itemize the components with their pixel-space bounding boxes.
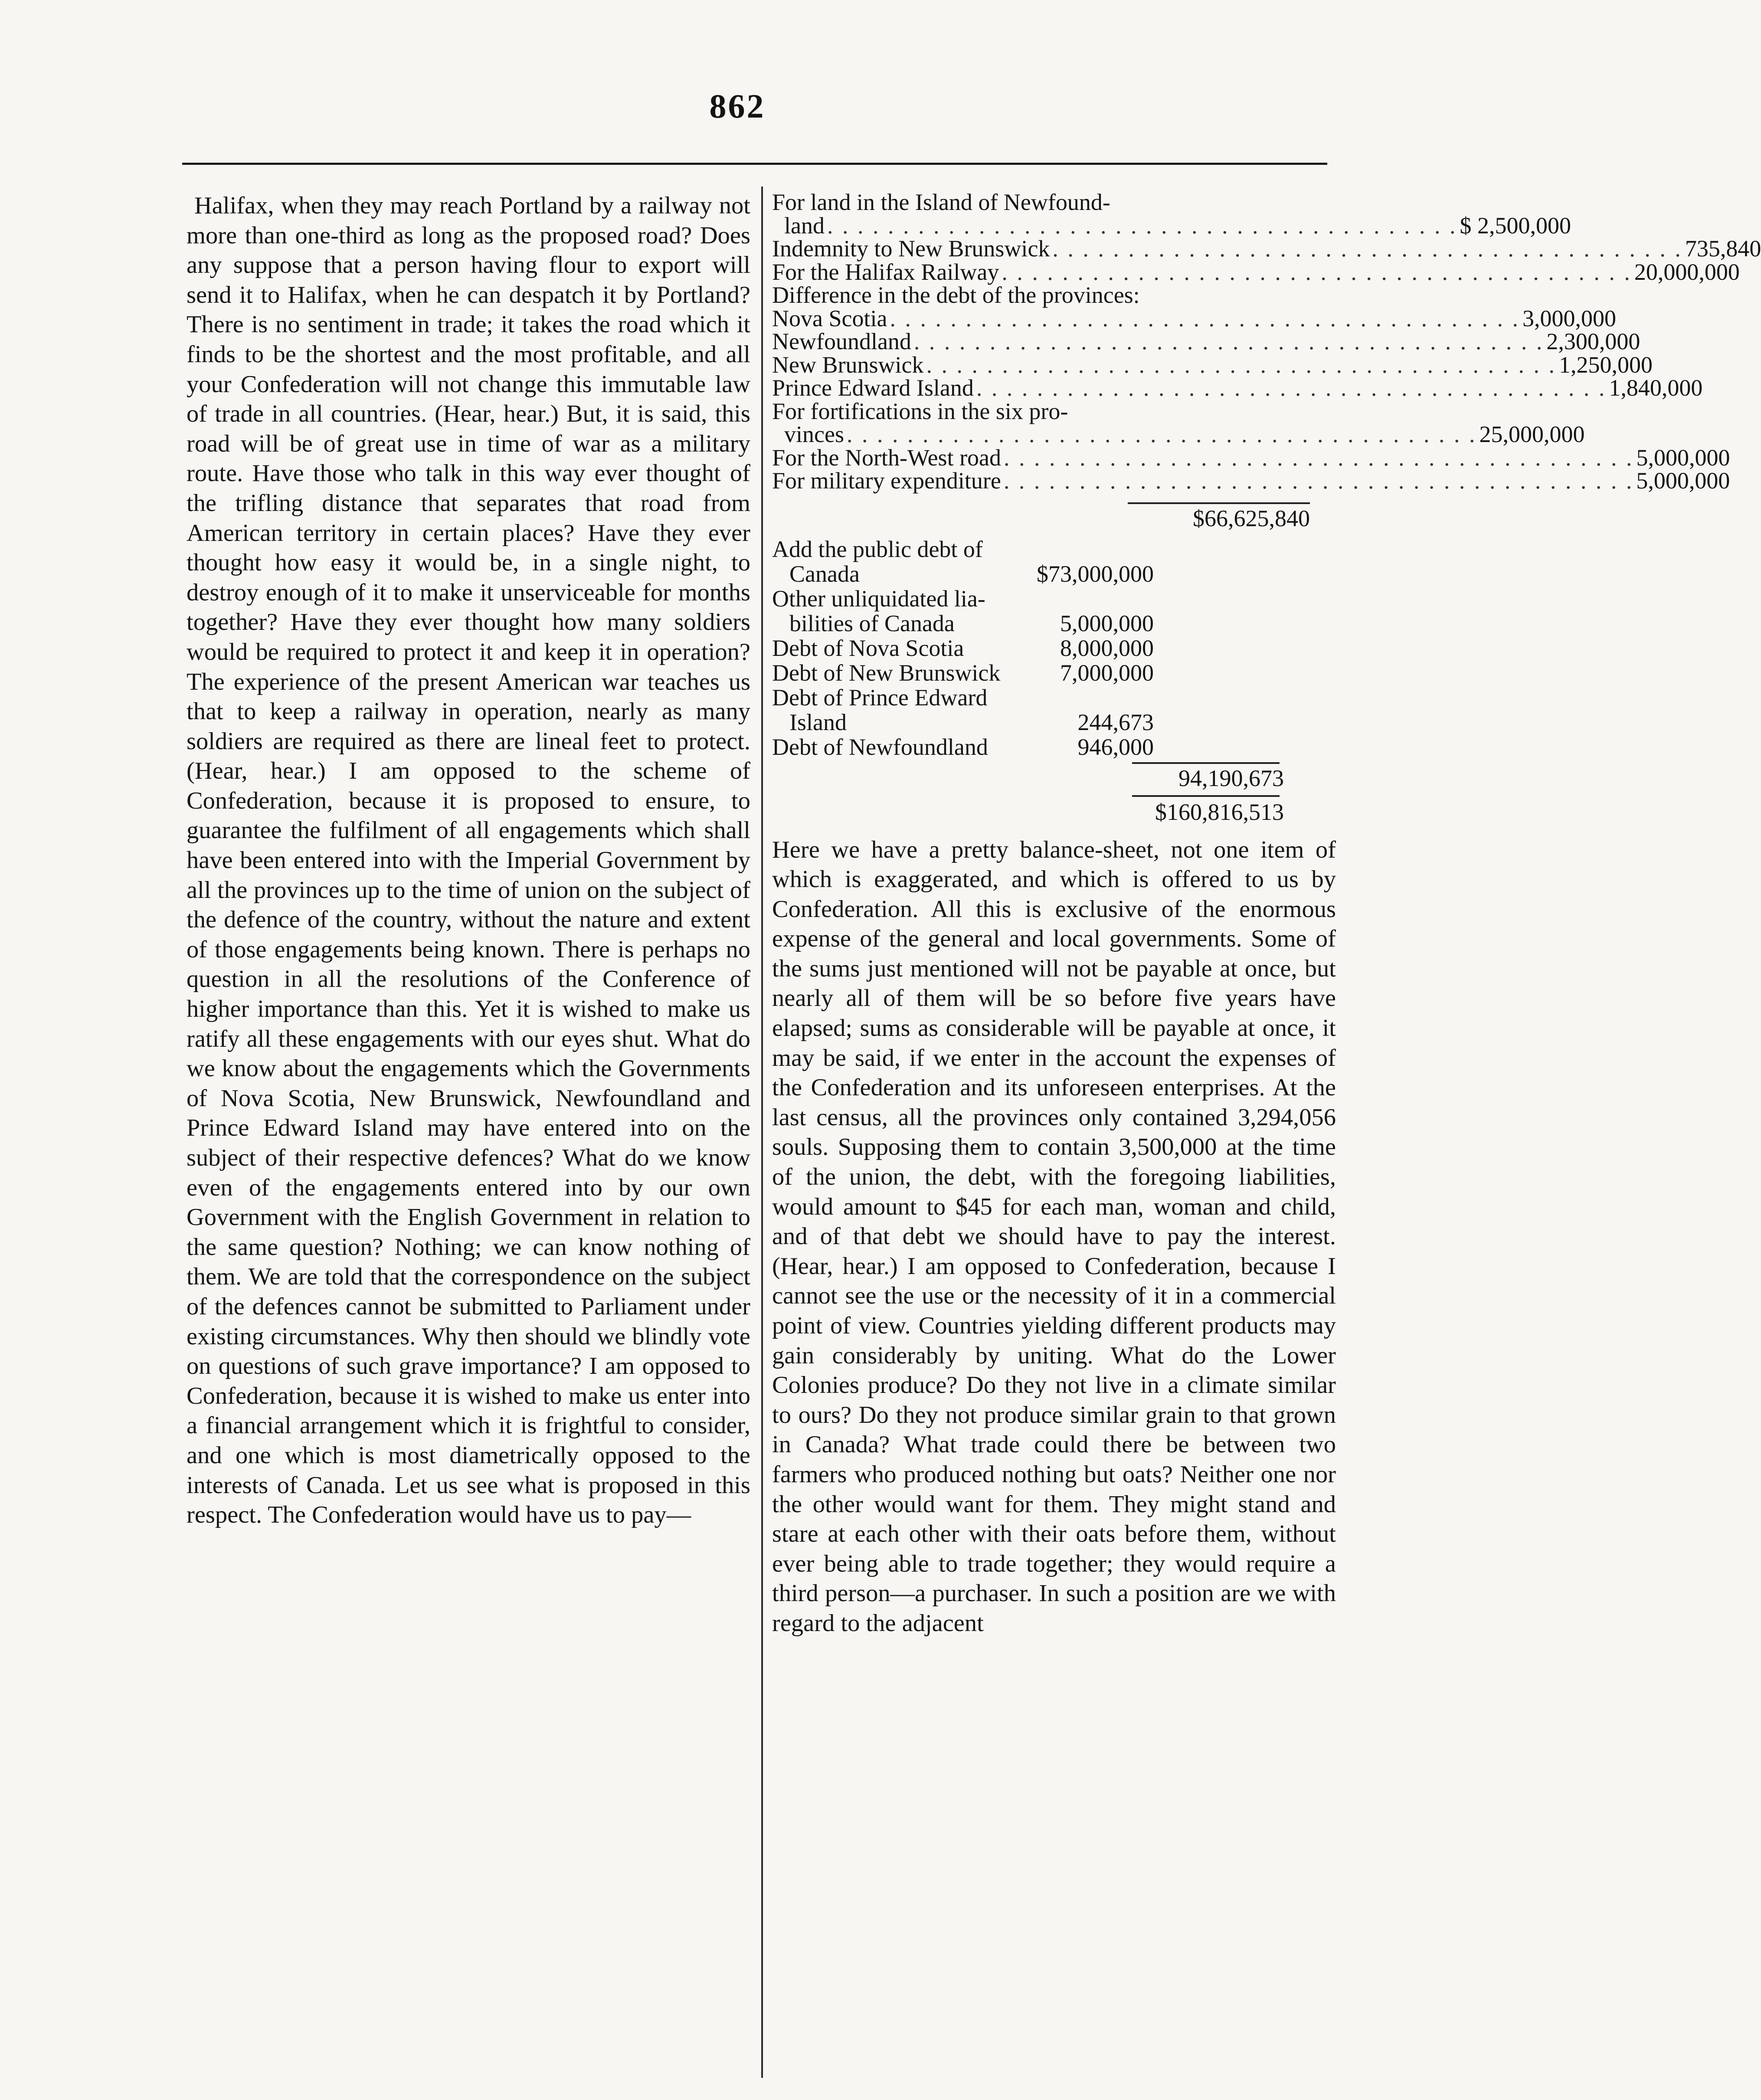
expenditure-amount: 1,840,000 bbox=[1609, 375, 1703, 401]
expenditure-label: Prince Edward Island bbox=[772, 375, 974, 401]
right-column bbox=[772, 189, 1761, 1638]
debt-label: Debt of Nova Scotia bbox=[772, 635, 964, 661]
expenditure-amount: 20,000,000 bbox=[1634, 259, 1740, 285]
expenditure-label: New Brunswick bbox=[772, 351, 924, 378]
expenditure-row bbox=[772, 375, 1703, 401]
expenditure-label: Nova Scotia bbox=[772, 305, 887, 331]
expenditure-row bbox=[772, 351, 1653, 378]
expenditure-row bbox=[772, 305, 1616, 331]
debt-row bbox=[772, 710, 1310, 735]
expenditure-amount: 5,000,000 bbox=[1636, 444, 1730, 471]
debt-amount: $73,000,000 bbox=[1037, 560, 1154, 587]
debts-total: 94,190,673 bbox=[1178, 765, 1284, 791]
expenditure-amount: 25,000,000 bbox=[1479, 421, 1585, 447]
leader-dots: . . . . . . . . . . . . . . . . . . . . . . . . . . . . . . . . . . . . . . . . . . bbox=[1003, 468, 1634, 494]
expenditure-amount: 735,840 bbox=[1685, 236, 1761, 262]
expenditure-label: For land in the Island of Newfound- bbox=[772, 189, 1110, 215]
top-rule bbox=[182, 163, 1327, 165]
expenditure-amount: $ 2,500,000 bbox=[1460, 212, 1571, 239]
expenditure-row bbox=[772, 328, 1640, 354]
debt-amount: 8,000,000 bbox=[1060, 635, 1154, 661]
column-divider bbox=[761, 187, 763, 2078]
debt-label: Other unliquidated lia- bbox=[772, 585, 985, 612]
expenditure-amount: 1,250,000 bbox=[1558, 351, 1653, 378]
expenditure-label: For military expenditure bbox=[772, 468, 1001, 494]
expenditure-row bbox=[772, 191, 1310, 214]
leader-dots: . . . . . . . . . . . . . . . . . . . . . . . . . . . . . . . . . . . . . . . . . . bbox=[890, 305, 1520, 331]
debt-label: Debt of Newfoundland bbox=[772, 734, 988, 760]
expenditure-row bbox=[772, 400, 1310, 423]
expenditure-label: Newfoundland bbox=[772, 328, 911, 354]
debts-heading-label: Add the public debt of bbox=[772, 536, 983, 562]
expenditure-label: For the Halifax Railway bbox=[772, 259, 999, 285]
expenditure-row bbox=[772, 468, 1730, 494]
expenditure-amount: 2,300,000 bbox=[1546, 328, 1640, 354]
debt-amount: 7,000,000 bbox=[1060, 659, 1154, 686]
expenditure-total: $66,625,840 bbox=[1193, 505, 1310, 531]
leader-dots: . . . . . . . . . . . . . . . . . . . . . . . . . . . . . . . . . . . . . . . . . . bbox=[913, 328, 1544, 354]
debts-heading bbox=[772, 537, 1310, 562]
debts-table bbox=[772, 537, 1310, 827]
expenditure-row bbox=[772, 236, 1761, 262]
debt-row bbox=[772, 636, 1310, 661]
leader-dots: . . . . . . . . . . . . . . . . . . . . . . . . . . . . . . . . . . . . . . . . . . bbox=[976, 375, 1607, 401]
right-column-text: Here we have a pretty balance-sheet, not one item of which is exaggerated, and which is offered to us by Confederation. All this is exclusive of the enormous expense of the general and local governments. Some of the sums just mentioned will not be payable at once, but nearly all of them will be so before five years have elapsed; sums as considerable will be payable at once, it may be said, if we enter in the account the expenses of the Confederation and its unforeseen enterprises. At the last census, all the provinces only contained 3,294,056 souls. Supposing them to contain 3,500,000 at the time of the union, the debt, with the foregoing liabilities, would amount to $45 for each man, woman and child, and of that debt we should have to pay the interest. (Hear, hear.) I am opposed to Confederation, because I cannot see the use or the necessity of it in a commercial point of view. Countries yielding different products may gain considerably by uniting. What do the Lower Colonies produce? Do they not live in a climate similar to ours? Do they not produce similar grain to that grown in Canada? What trade could there be between two farmers who produced nothing but oats? Neither one nor the other would want for them. They might stand and stare at each other with their oats before them, without ever being able to trade together; they would require a third person—a purchaser. In such a position are we with regard to the adjacent bbox=[772, 836, 1336, 1637]
left-column-text: Halifax, when they may reach Portland by a railway not more than one-third as long as the proposed road? Does any suppose that a person having flour to export will send it to Halifax, when he can despatch it by Portland? There is no sentiment in trade; it takes the road which it finds to be the shortest and the most profitable, and all your Confederation will not change this immutable law of trade in all countries. (Hear, hear.) But, it is said, this road will be of great use in time of war as a military route. Have those who talk in this way ever thought of the trifling distance that separates that road from American territory in certain places? Have they ever thought how easy it would be, in a single night, to destroy enough of it to make it unserviceable for months together? Have they ever thought how many soldiers would be required to protect it and keep it in operation? The experience of the present American war teaches us that to keep a railway in operation, nearly as many soldiers are required as there are lineal feet to protect. (Hear, hear.) I am opposed to the scheme of Confederation, because it is proposed to ensure, to guarantee the fulfilment of all engagements which shall have been entered into with the Imperial Government by all the provinces up to the time of union on the subject of the defence of the country, without the nature and extent of those engagements being known. There is perhaps no question in all the resolutions of the Conference of higher importance than this. Yet it is wished to make us ratify all these engagements with our eyes shut. What do we know about the engagements which the Governments of Nova Scotia, New Brunswick, Newfoundland and Prince Edward Island may have entered into on the subject of their respective defences? What do we know even of the engagements entered into by our own Government with the English Government in relation to the same question? Nothing; we can know nothing of them. We are told that the correspondence on the subject of the defences cannot be submitted to Parliament under existing circumstances. Why then should we blindly vote on questions of such grave importance? I am opposed to Confederation, because it is wished to make us enter into a financial arrangement which it is frightful to consider, and one which is most diametrically opposed to the interests of Canada. Let us see what is proposed in this respect. The Confederation would have us to pay— bbox=[187, 192, 750, 1529]
debt-row bbox=[772, 611, 1310, 636]
debt-row bbox=[772, 735, 1310, 760]
debt-amount: 244,673 bbox=[1077, 709, 1154, 735]
debt-label: Canada bbox=[789, 560, 860, 587]
expenditure-label: Difference in the debt of the provinces: bbox=[772, 282, 1140, 308]
expenditure-label: Indemnity to New Brunswick bbox=[772, 236, 1050, 262]
expenditure-amount: 3,000,000 bbox=[1522, 305, 1616, 331]
leader-dots: . . . . . . . . . . . . . . . . . . . . . . . . . . . . . . . . . . . . . . . . . . bbox=[1002, 259, 1632, 285]
expenditure-amount: 5,000,000 bbox=[1636, 468, 1730, 494]
leader-dots: . . . . . . . . . . . . . . . . . . . . . . . . . . . . . . . . . . . . . . . . . . bbox=[846, 421, 1477, 447]
left-column bbox=[187, 191, 750, 1530]
grand-total: $160,816,513 bbox=[1155, 799, 1284, 825]
leader-dots: . . . . . . . . . . . . . . . . . . . . . . . . . . . . . . . . . . . . . . . . . . bbox=[926, 351, 1556, 378]
debt-row bbox=[772, 562, 1310, 586]
leader-dots: . . . . . . . . . . . . . . . . . . . . . . . . . . . . . . . . . . . . . . . . . . bbox=[1052, 236, 1682, 262]
expenditure-label: vinces bbox=[784, 421, 844, 447]
debt-label: Debt of Prince Edward bbox=[772, 684, 988, 711]
leader-dots: . . . . . . . . . . . . . . . . . . . . . . . . . . . . . . . . . . . . . . . . . . bbox=[1004, 444, 1634, 471]
leader-dots: . . . . . . . . . . . . . . . . . . . . . . . . . . . . . . . . . . . . . . . . . . bbox=[827, 212, 1457, 239]
expenditure-row bbox=[772, 259, 1740, 285]
expenditure-label: For the North-West road bbox=[772, 444, 1002, 471]
debt-label: bilities of Canada bbox=[789, 610, 955, 636]
expenditure-label: For fortifications in the six pro- bbox=[772, 398, 1068, 424]
expenditure-row bbox=[772, 284, 1310, 307]
expenditure-row bbox=[772, 444, 1730, 471]
debt-amount: 5,000,000 bbox=[1060, 610, 1154, 636]
expenditure-row bbox=[772, 212, 1571, 239]
debt-row bbox=[772, 685, 1310, 710]
expenditure-table bbox=[772, 189, 1761, 494]
debt-row bbox=[772, 586, 1310, 611]
debt-row bbox=[772, 661, 1310, 685]
expenditure-label: land bbox=[784, 212, 825, 239]
page-number: 862 bbox=[709, 87, 766, 125]
debt-label: Debt of New Brunswick bbox=[772, 659, 1001, 686]
debt-label: Island bbox=[789, 709, 847, 735]
expenditure-row bbox=[772, 421, 1585, 447]
debt-amount: 946,000 bbox=[1077, 734, 1154, 760]
